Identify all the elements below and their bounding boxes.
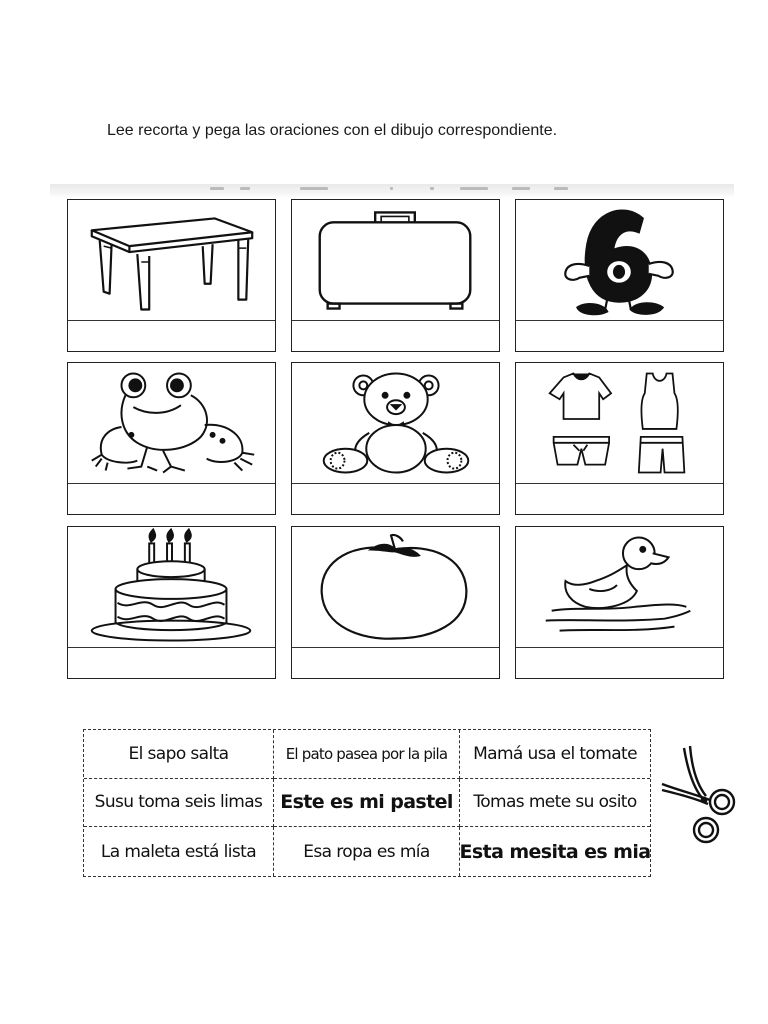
sentence-cell[interactable]: La maleta está lista [84,827,274,876]
instruction-text: Lee recorta y pega las oraciones con el dibujo correspondiente. [107,122,558,139]
duck-icon [516,527,723,647]
scan-artifact-strip [50,184,734,198]
sentence-cell[interactable]: El sapo salta [84,730,274,779]
sentence-cell[interactable]: Mamá usa el tomate [460,730,650,779]
picture-card-table [67,199,276,352]
sentence-cell[interactable]: Esta mesita es mia [460,840,650,863]
birthday-cake-icon [68,527,275,647]
picture-card-clothes [515,362,724,515]
sentence-cell[interactable]: El pato pasea por la pila [274,730,460,779]
frog-icon [68,363,275,483]
sentence-cell[interactable]: Este es mi pastel [274,779,460,828]
tomato-icon [292,527,499,647]
suitcase-icon [292,200,499,320]
clothes-icon [516,363,723,483]
sentence-cell[interactable]: Susu toma seis limas [84,779,274,828]
picture-card-cake [67,526,276,679]
sentence-cell[interactable]: Tomas mete su osito [460,779,650,828]
answer-slot[interactable] [516,320,723,351]
scissors-icon [654,742,740,854]
answer-slot[interactable] [516,647,723,678]
answer-slot[interactable] [516,483,723,514]
picture-card-suitcase [291,199,500,352]
answer-slot[interactable] [68,483,275,514]
sentence-cutout-grid [83,729,651,877]
picture-card-teddy [291,362,500,515]
answer-slot[interactable] [68,320,275,351]
picture-card-frog [67,362,276,515]
picture-card-six [515,199,724,352]
answer-slot[interactable] [68,647,275,678]
answer-slot[interactable] [292,320,499,351]
answer-slot[interactable] [292,483,499,514]
picture-card-duck [515,526,724,679]
number-six-icon [516,200,723,320]
answer-slot[interactable] [292,647,499,678]
table-icon [68,200,275,320]
teddy-bear-icon [292,363,499,483]
sentence-cell[interactable]: Esa ropa es mía [274,827,460,876]
picture-card-tomato [291,526,500,679]
